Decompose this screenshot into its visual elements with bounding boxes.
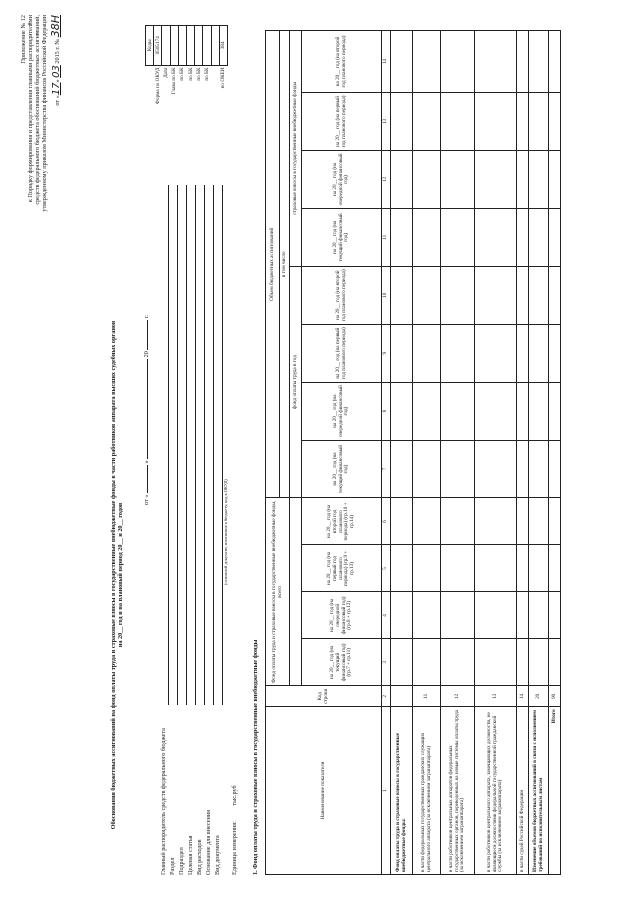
row-name: в части работников центральных аппаратов федеральных государственных органов, переведенных на новые системы оплаты труда (за исключением загранаппарата) bbox=[441, 707, 475, 875]
sub-header: на 20__ год (на текущий финансовый год) bbox=[302, 440, 382, 498]
sub-header: на 20__ год (на второй год планового периода) bbox=[302, 31, 382, 93]
form-field: Целевая статья bbox=[187, 175, 196, 875]
table-cell bbox=[475, 31, 517, 93]
sub-header: на 20__ год (на второй год планового периода) (гр.10 + гр.14) bbox=[302, 498, 382, 545]
appendix-line: к Порядку формирования и представления главными распорядителями bbox=[27, 15, 35, 203]
table-cell bbox=[441, 31, 475, 93]
table-cell bbox=[529, 440, 549, 498]
codes-row bbox=[211, 26, 219, 136]
appendix-day: 17 bbox=[50, 82, 62, 96]
table-cell bbox=[391, 498, 413, 545]
table-cell bbox=[475, 382, 517, 440]
table-cell bbox=[517, 324, 529, 382]
row-code: 12 bbox=[441, 686, 475, 707]
appendix-block bbox=[20, 15, 62, 295]
codes-row: Глава по БК bbox=[170, 26, 178, 136]
table-cell bbox=[529, 545, 549, 592]
document-title bbox=[110, 275, 124, 875]
table-cell bbox=[517, 592, 529, 639]
col-number: 2 bbox=[382, 686, 391, 707]
form-field: Вид расходов bbox=[196, 175, 205, 875]
table-cell bbox=[475, 498, 517, 545]
row-name: Фонд оплаты труда и страховые взносы в государственные внебюджетные фонды: bbox=[391, 707, 413, 875]
row-code bbox=[391, 686, 413, 707]
title-line-1: Обоснования бюджетных ассигнований на фонд оплаты труда и страховые взносы в государственные внебюджетные фонды в части работников аппарата высших судебных органов bbox=[110, 320, 117, 830]
date-line: от « » 20 г. bbox=[143, 314, 150, 505]
table-cell bbox=[549, 208, 561, 266]
table-cell bbox=[549, 266, 561, 324]
units-label: Единица измерения: bbox=[231, 821, 238, 875]
col-number: 8 bbox=[382, 382, 391, 440]
col-number: 4 bbox=[382, 592, 391, 639]
table-cell bbox=[441, 324, 475, 382]
table-cell bbox=[413, 324, 441, 382]
col-number: 3 bbox=[382, 639, 391, 686]
form-field: Раздел bbox=[169, 175, 178, 875]
table-cell bbox=[413, 266, 441, 324]
table-cell bbox=[413, 498, 441, 545]
table-cell bbox=[475, 266, 517, 324]
row-name: Итого bbox=[549, 707, 561, 875]
table-cell bbox=[475, 440, 517, 498]
codes-row: Форма по ОКУД 0505174 bbox=[154, 26, 162, 136]
table-cell bbox=[517, 266, 529, 324]
table-cell bbox=[441, 208, 475, 266]
units-row bbox=[231, 175, 241, 875]
table-cell bbox=[517, 92, 529, 150]
table-cell bbox=[549, 31, 561, 93]
table-cell bbox=[441, 382, 475, 440]
column-number-row bbox=[382, 31, 391, 875]
table-cell bbox=[441, 498, 475, 545]
table-cell bbox=[413, 545, 441, 592]
table-cell bbox=[441, 440, 475, 498]
group-insurance-header: страховые взносы в государственные внебюджетные фонды bbox=[290, 31, 302, 267]
table-cell bbox=[391, 639, 413, 686]
appendix-line: Приложение № 12 bbox=[20, 15, 27, 64]
form-fields bbox=[160, 175, 241, 875]
table-cell bbox=[517, 639, 529, 686]
codes-row: по БК bbox=[195, 26, 203, 136]
table-cell bbox=[391, 382, 413, 440]
sub-header: на 20__ год (на очередной финансовый год) bbox=[302, 150, 382, 208]
table-cell bbox=[529, 639, 549, 686]
col-name-header: Наименование показателя bbox=[266, 707, 382, 875]
table-cell bbox=[391, 440, 413, 498]
table-cell bbox=[517, 545, 529, 592]
col-number: 9 bbox=[382, 324, 391, 382]
table-row bbox=[517, 31, 529, 875]
sub-header: на 20__ год (на очередной финансовый год) bbox=[302, 382, 382, 440]
codes-row: по БК bbox=[178, 26, 186, 136]
col-number: 7 bbox=[382, 440, 391, 498]
table-cell bbox=[529, 92, 549, 150]
row-code: 11 bbox=[413, 686, 441, 707]
table-cell bbox=[391, 324, 413, 382]
table-body bbox=[391, 31, 561, 875]
title-line-2: на 20__ год и на плановый период 20__ и 20__ годов bbox=[117, 502, 125, 648]
col-number: 5 bbox=[382, 545, 391, 592]
table-cell bbox=[413, 31, 441, 93]
appendix-line: утвержденному приказом Министерства финансов Российской Федерации bbox=[41, 15, 49, 212]
units-value: тыс.руб bbox=[231, 785, 238, 806]
main-table bbox=[265, 30, 561, 875]
table-cell bbox=[517, 150, 529, 208]
form-field: Вид документа bbox=[214, 175, 223, 875]
group-budget-header: Объем бюджетных ассигнований bbox=[266, 31, 280, 499]
sub-header: на 20__ год (на первый год планового периода) bbox=[302, 324, 382, 382]
col-number: 11 bbox=[382, 208, 391, 266]
table-cell bbox=[441, 92, 475, 150]
table-cell bbox=[441, 545, 475, 592]
codes-row: по БК bbox=[186, 26, 194, 136]
table-cell bbox=[529, 592, 549, 639]
table-cell bbox=[549, 639, 561, 686]
table-cell bbox=[549, 382, 561, 440]
table-cell bbox=[413, 382, 441, 440]
table-cell bbox=[391, 208, 413, 266]
table-cell bbox=[549, 498, 561, 545]
sub-header: на 20__ год (на текущий финансовый год) (гр.7 + гр.11) bbox=[302, 639, 382, 686]
table-cell bbox=[549, 545, 561, 592]
table-cell bbox=[391, 266, 413, 324]
table-cell bbox=[529, 382, 549, 440]
codes-row: Дата bbox=[162, 26, 170, 136]
table-row bbox=[475, 31, 517, 875]
table-cell bbox=[529, 324, 549, 382]
table-row bbox=[529, 31, 549, 875]
table-cell bbox=[475, 150, 517, 208]
table-cell bbox=[441, 639, 475, 686]
table-cell bbox=[413, 440, 441, 498]
row-name: Изменение объемов бюджетных ассигнований в связи с исполнением требований по исполнительным листам bbox=[529, 707, 549, 875]
col-number: 10 bbox=[382, 266, 391, 324]
table-cell bbox=[549, 92, 561, 150]
table-row bbox=[441, 31, 475, 875]
table-cell bbox=[475, 208, 517, 266]
form-field: Подраздел bbox=[178, 175, 187, 875]
form-caption: (основной документ, изменения к бюджету, код к ОКУД) bbox=[223, 479, 228, 585]
row-name: в части федеральных государственных гражданских служащих центрального аппарата (за исключением загранаппарата) bbox=[413, 707, 441, 875]
codes-header: Коды bbox=[146, 26, 154, 66]
table-cell bbox=[517, 440, 529, 498]
table-cell bbox=[413, 639, 441, 686]
table-row bbox=[549, 31, 561, 875]
appendix-month: 03 bbox=[50, 65, 62, 78]
row-code: 90 bbox=[549, 686, 561, 707]
table-cell bbox=[517, 498, 529, 545]
table-cell bbox=[529, 498, 549, 545]
row-code: 20 bbox=[529, 686, 549, 707]
sub-header: на 20__ год (на текущий финансовый год) bbox=[302, 208, 382, 266]
col-number: 6 bbox=[382, 498, 391, 545]
table-cell bbox=[475, 545, 517, 592]
group-wage-header: фонд оплаты труда в год bbox=[290, 266, 302, 498]
row-code: 13 bbox=[475, 686, 517, 707]
appendix-date-line: от «17» 03 2015 г. № 38Н bbox=[48, 15, 62, 106]
codes-table bbox=[145, 25, 228, 135]
sub-header: на 20__ год (на первый год планового периода) bbox=[302, 92, 382, 150]
table-cell bbox=[529, 266, 549, 324]
table-row bbox=[413, 31, 441, 875]
table-cell bbox=[549, 440, 561, 498]
table-cell bbox=[413, 92, 441, 150]
table-cell bbox=[517, 382, 529, 440]
table-cell bbox=[529, 208, 549, 266]
table-cell bbox=[413, 150, 441, 208]
codes-row: по ОКЕИ 384 bbox=[219, 26, 227, 136]
sub-header: на 20__ год (на первый год планового периода) (гр.9 + гр.13) bbox=[302, 545, 382, 592]
col-number: 1 bbox=[382, 707, 391, 875]
group-total-header: Фонд оплаты труда и страховые взносы в государственные внебюджетные фонды, всего bbox=[266, 498, 290, 686]
table-cell bbox=[517, 208, 529, 266]
table-cell bbox=[475, 324, 517, 382]
table-cell bbox=[475, 92, 517, 150]
table-cell bbox=[441, 266, 475, 324]
table-cell bbox=[529, 31, 549, 93]
col-number: 12 bbox=[382, 150, 391, 208]
table-cell bbox=[529, 150, 549, 208]
col-number: 13 bbox=[382, 92, 391, 150]
row-name: в части работников центрального аппарата, замещающих должности, не являющиеся должностями федеральной государственной гражданской службы (за исключением загранаппарата) bbox=[475, 707, 517, 875]
col-code-header: Код строки bbox=[266, 686, 382, 707]
table-cell bbox=[549, 324, 561, 382]
table-cell bbox=[517, 31, 529, 93]
section-title: 1. Фонд оплаты труда и страховые взносы в государственные внебюджетные фонды bbox=[252, 639, 259, 875]
appendix-line: средств федерального бюджета обоснований бюджетных ассигнований, bbox=[34, 15, 42, 205]
sub-header: на 20__ год (на второй год планового периода) bbox=[302, 266, 382, 324]
table-cell bbox=[391, 545, 413, 592]
table-row bbox=[391, 31, 413, 875]
table-cell bbox=[549, 592, 561, 639]
form-field: Основание для внесения bbox=[205, 175, 214, 875]
sub-total-spacer bbox=[290, 498, 302, 686]
row-name: в части судей Российской Федерации bbox=[517, 707, 529, 875]
table-cell bbox=[391, 31, 413, 93]
group-including-header: в том числе bbox=[280, 31, 290, 499]
appendix-number: 38Н bbox=[48, 15, 62, 38]
table-cell bbox=[413, 208, 441, 266]
table-cell bbox=[391, 592, 413, 639]
table-cell bbox=[549, 150, 561, 208]
table-cell bbox=[475, 639, 517, 686]
table-cell bbox=[441, 150, 475, 208]
table-cell bbox=[391, 92, 413, 150]
sub-header: на 20__ год (на очередной финансовый год) (гр.8 + гр.12) bbox=[302, 592, 382, 639]
row-code: 14 bbox=[517, 686, 529, 707]
codes-row: по БК bbox=[203, 26, 211, 136]
table-cell bbox=[475, 592, 517, 639]
table-cell bbox=[441, 592, 475, 639]
form-field: Главный распорядитель средств федерального бюджета bbox=[160, 175, 169, 875]
col-number: 14 bbox=[382, 31, 391, 93]
table-cell bbox=[391, 150, 413, 208]
table-cell bbox=[413, 592, 441, 639]
